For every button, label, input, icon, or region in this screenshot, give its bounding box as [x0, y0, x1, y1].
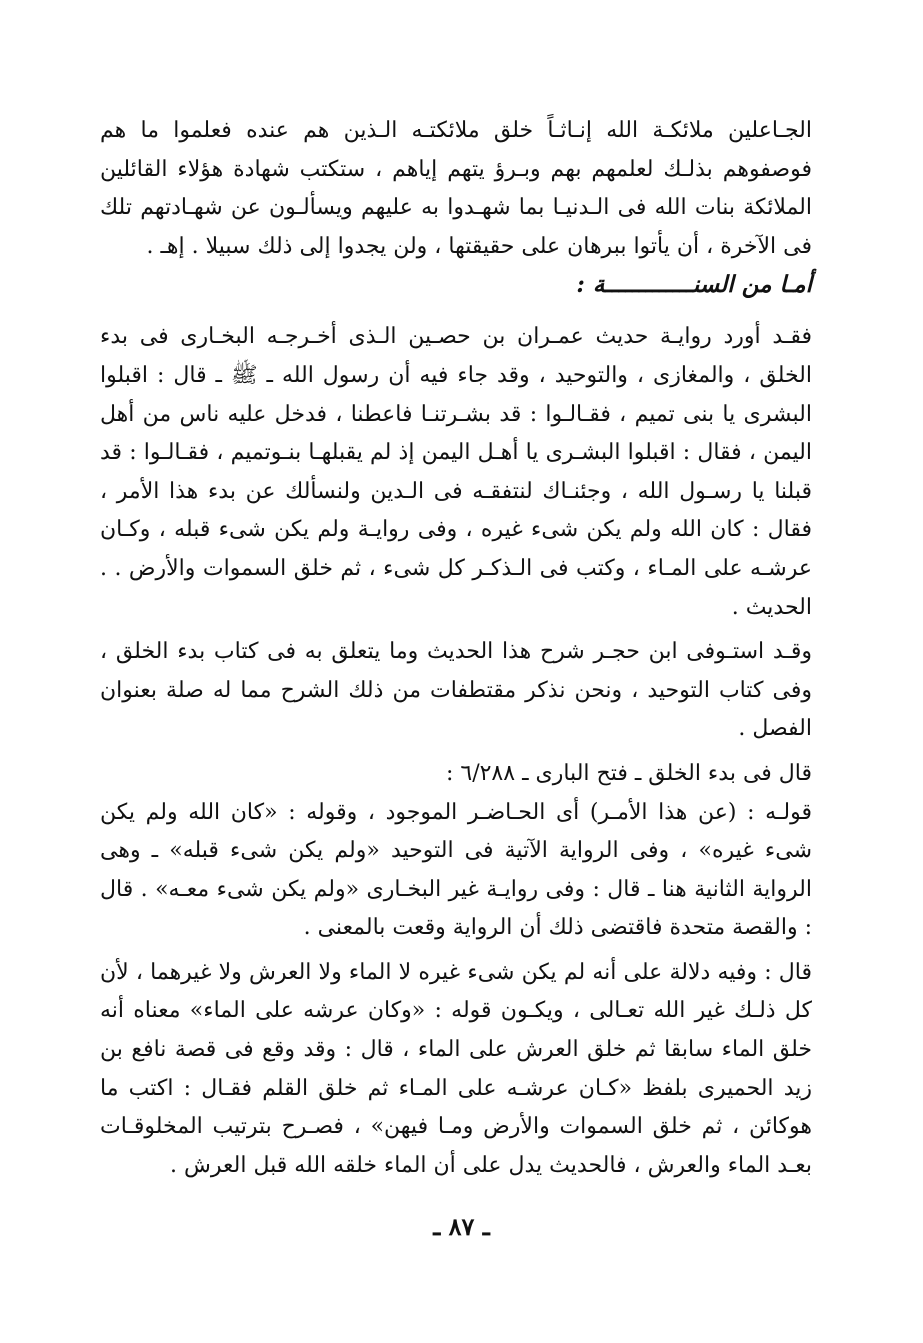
paragraph-imran-hadith: فقـد أورد روايـة حديث عمـران بن حصـين الـذى أخـرجـه البخـارى فى بدء الخلق ، والمغازى ، والتوحيد ، وقد جاء فيه أن رسول الله ـ ﷺ ـ قال : اقبلوا البشرى يا بنى تميم ، فقـالـوا : قد بشـرتنـا فاعطنا ، فدخل عليه ناس من أهل اليمن ، فقال : اقبلوا البشـرى يا أهـل اليمن إذ لم يقبلهـا بنـوتميم ، فقـالـوا : قد قبلنا يا رسـول الله ، وجئنـاك لنتفقـه فى الـدين ولنسألك عن بدء هذا الأمر ، فقال : كان الله ولم يكن شىء غيره ، وفى روايـة ولم يكن شىء قبله ، وكـان عرشـه على المـاء ، وكتب فى الـذكـر كل شىء ، ثم خلق السموات والأرض . . الحديث . [100, 324, 812, 620]
paragraph-explanation-2: قال : وفيه دلالة على أنه لم يكن شىء غيره لا الماء ولا العرش ولا غيرهما ، لأن كل ذلـك غير الله تعـالى ، ويكـون قوله : «وكان عرشه على الماء» معناه أنه خلق الماء سابقا ثم خلق العرش على الماء ، قال : وقد وقع فى قصة نافع بن زيد الحميرى بلفظ «كـان عرشـه على المـاء ثم خلق القلم فقـال : اكتب ما هوكائن ، ثم خلق السموات والأرض ومـا فيهن» ، فصـرح بترتيب المخلوقـات بعـد الماء والعرش ، فالحديث يدل على أن الماء خلقه الله قبل العرش . [100, 959, 812, 1178]
paragraph-quran-commentary-end: الجـاعلين ملائكـة الله إنـاثـاً خلق ملائكتـه الـذين هم عنده فعلموا ما هم فوصفوهم بذلـك لعلمهم بهم وبـرؤ يتهم إياهم ، ستكتب شهادة هؤلاء القائلين الملائكة بنات الله فى الـدنيـا بما شهـدوا به عليهم ويسألـون عن شهـادتهم تلك فى الآخرة ، أن يأتوا ببرهان على حقيقتها ، ولن يجدوا إلى ذلك سبيلا . إهـ . [100, 118, 812, 259]
paragraph-ibn-hajar-intro: وقـد استـوفى ابن حجـر شرح هذا الحديث وما يتعلق به فى كتاب بدء الخلق ، وفى كتاب التوحيد ، ونحن نذكر مقتطفات من ذلك الشرح مما له صلة بعنوان الفصل . [100, 639, 812, 742]
section-heading-sunnah: أمـا من السنـــــــــــــة : [576, 271, 812, 299]
paragraph-fath-albari-reference: قال فى بدء الخلق ـ فتح البارى ـ ٦/٢٨٨ : [445, 760, 812, 786]
page-body [100, 112, 812, 1222]
page-number: ـ ٨٧ ـ [433, 1212, 490, 1241]
paragraph-explanation-1: قولـه : (عن هذا الأمـر) أى الحـاضـر الموجود ، وقوله : «كان الله ولم يكن شىء غيره» ، وفى الرواية الآتية فى التوحيد «ولم يكن شىء قبله» ـ وهى الرواية الثانية هنا ـ قال : وفى روايـة غير البخـارى «ولم يكن شىء معـه» . قال : والقصة متحدة فاقتضى ذلك أن الرواية وقعت بالمعنى . [100, 799, 812, 941]
